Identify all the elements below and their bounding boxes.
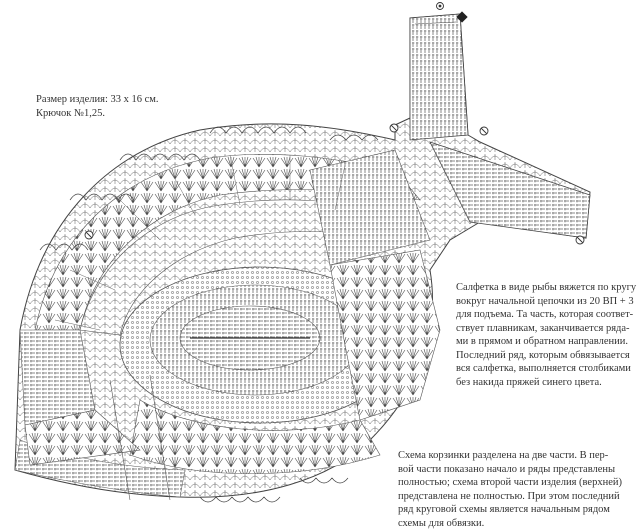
description-line: ствует плавникам, заканчивается ряда- — [456, 322, 640, 336]
top-fin — [410, 14, 468, 140]
note-line: ряд круговой схемы является начальным рядом — [398, 503, 633, 517]
note-line: вой части показано начало и ряды представлены — [398, 463, 633, 477]
description-line: Салфетка в виде рыбы вяжется по кругу — [456, 281, 640, 295]
note-text — [398, 449, 633, 530]
description-text — [456, 281, 640, 389]
hook-line: Крючок №1,25. — [36, 107, 226, 121]
note-line: Схема корзинки разделена на две части. В пер- — [398, 449, 633, 463]
note-line: представлена не полностью. При этом последний — [398, 490, 633, 504]
size-spec — [36, 93, 226, 120]
description-line: без накида пряжей синего цвета. — [456, 376, 640, 390]
description-line: Последний ряд, которым обвязывается — [456, 349, 640, 363]
description-line: вокруг начальной цепочки из 20 ВП + 3 — [456, 295, 640, 309]
description-line: для подъема. Та часть, которая соответ- — [456, 308, 640, 322]
note-line: схемы для обвязки. — [398, 517, 633, 530]
description-line: ми в прямом и обратном направлении. — [456, 335, 640, 349]
filled-circle-icon — [437, 3, 444, 10]
size-line: Размер изделия: 33 х 16 см. — [36, 93, 226, 107]
note-line: полностью; схема второй части изделия (верхней) — [398, 476, 633, 490]
description-line: вся салфетка, выполняется столбиками — [456, 362, 640, 376]
